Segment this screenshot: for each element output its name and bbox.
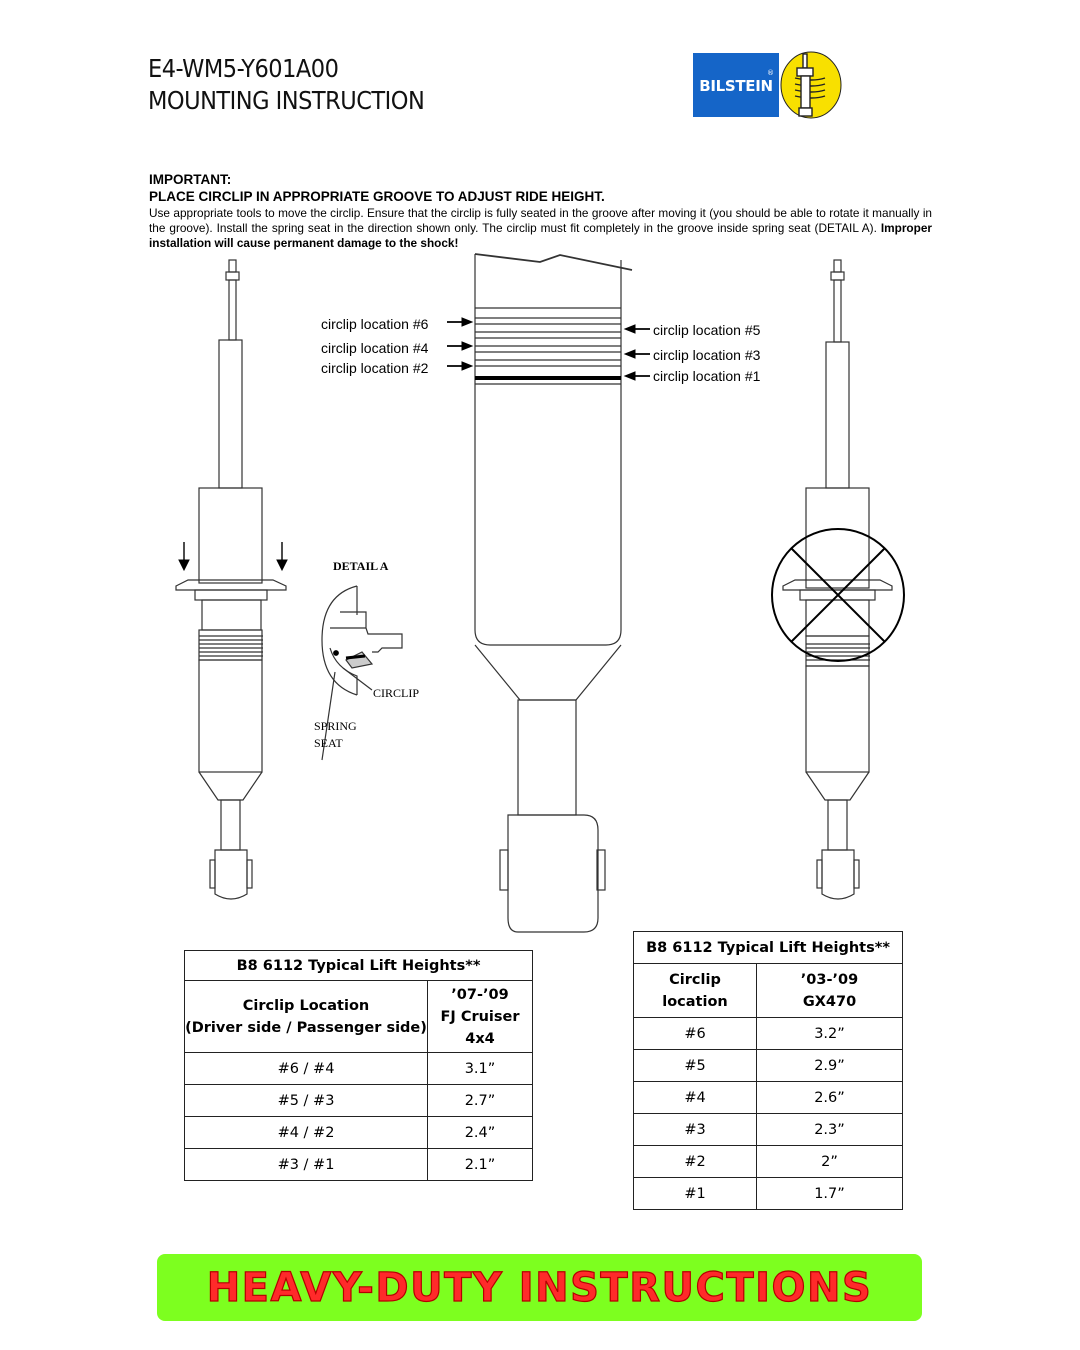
fj-row-height: 2.1” (428, 1149, 533, 1181)
table-row (634, 1082, 903, 1114)
fj-col-height-1: ’07-’09 (451, 986, 509, 1003)
detail-circlip-label: CIRCLIP (373, 686, 420, 700)
fj-row-location: #4 / #2 (185, 1117, 428, 1149)
center-shock-illustration (475, 254, 632, 932)
table-row (185, 1117, 533, 1149)
fj-row-height: 2.4” (428, 1117, 533, 1149)
detail-a-title: DETAIL A (333, 559, 389, 573)
part-number-title: E4-WM5-Y601A00 (148, 54, 339, 83)
detail-spring-label: SPRING (314, 719, 357, 733)
svg-text:®: ® (767, 69, 774, 77)
gx-col-location (634, 964, 757, 1018)
gx-row-height: 2” (757, 1146, 903, 1178)
label-circlip-1: circlip location #1 (653, 368, 761, 384)
table-row (634, 1114, 903, 1146)
gx-row-location: #5 (634, 1050, 757, 1082)
gx-col-location-2: location (662, 993, 728, 1010)
label-circlip-4: circlip location #4 (321, 340, 429, 356)
instruction-warning: Improper installation will cause permanent damage to the shock! (149, 221, 932, 250)
gx-row-height: 1.7” (757, 1178, 903, 1210)
fj-cruiser-lift-table (184, 950, 533, 1181)
table-row (634, 1146, 903, 1178)
fj-table-title: B8 6112 Typical Lift Heights** (185, 951, 533, 981)
table-row (634, 1050, 903, 1082)
gx-row-location: #6 (634, 1018, 757, 1050)
fj-col-height-2: FJ Cruiser (440, 1008, 520, 1025)
table-row (634, 1178, 903, 1210)
gx470-lift-table (633, 931, 903, 1210)
important-subheading: PLACE CIRCLIP IN APPROPRIATE GROOVE TO ADJUST RIDE HEIGHT. (149, 189, 605, 204)
fj-row-location: #3 / #1 (185, 1149, 428, 1181)
label-circlip-3: circlip location #3 (653, 347, 761, 363)
gx-row-location: #1 (634, 1178, 757, 1210)
gx-col-height-2: GX470 (802, 993, 857, 1010)
right-shock-illustration (783, 260, 892, 899)
fj-col-location (185, 981, 428, 1053)
fj-row-location: #6 / #4 (185, 1053, 428, 1085)
fj-col-location-2: (Driver side / Passenger side) (185, 1019, 427, 1036)
fj-col-height (428, 981, 533, 1053)
label-circlip-2: circlip location #2 (321, 360, 429, 376)
label-circlip-6: circlip location #6 (321, 316, 429, 332)
detail-seat-label: SEAT (314, 736, 343, 750)
gx-row-location: #2 (634, 1146, 757, 1178)
fj-row-height: 3.1” (428, 1053, 533, 1085)
gx-col-height (757, 964, 903, 1018)
gx-col-location-1: Circlip (669, 971, 721, 988)
gx-row-height: 2.6” (757, 1082, 903, 1114)
label-circlip-5: circlip location #5 (653, 322, 761, 338)
gx-table-title: B8 6112 Typical Lift Heights** (634, 932, 903, 964)
gx-col-height-1: ’03-’09 (800, 971, 859, 988)
heavy-duty-banner (157, 1254, 922, 1321)
gx-row-height: 2.3” (757, 1114, 903, 1146)
gx-row-location: #3 (634, 1114, 757, 1146)
instruction-text: Use appropriate tools to move the circlip. Ensure that the circlip is fully seated in the groove after moving it (you should be able to rotate it manually in the groove). Install the spring seat in the direction shown only. The circlip must fit completely in the groove inside spring seat (DETAIL A). (149, 206, 932, 235)
gx-row-location: #4 (634, 1082, 757, 1114)
logo-text: BILSTEIN (699, 77, 773, 95)
table-row (634, 1018, 903, 1050)
fj-row-height: 2.7” (428, 1085, 533, 1117)
fj-col-height-3: 4x4 (465, 1030, 495, 1047)
table-row (185, 1085, 533, 1117)
table-row (185, 1053, 533, 1085)
fj-row-location: #5 / #3 (185, 1085, 428, 1117)
mounting-instruction-title: MOUNTING INSTRUCTION (148, 86, 425, 115)
important-heading: IMPORTANT: (149, 172, 232, 187)
fj-col-location-1: Circlip Location (242, 997, 370, 1014)
table-row (185, 1149, 533, 1181)
left-shock-illustration (176, 260, 286, 899)
gx-row-height: 2.9” (757, 1050, 903, 1082)
gx-row-height: 3.2” (757, 1018, 903, 1050)
banner-text: HEAVY-DUTY INSTRUCTIONS (206, 1264, 873, 1311)
